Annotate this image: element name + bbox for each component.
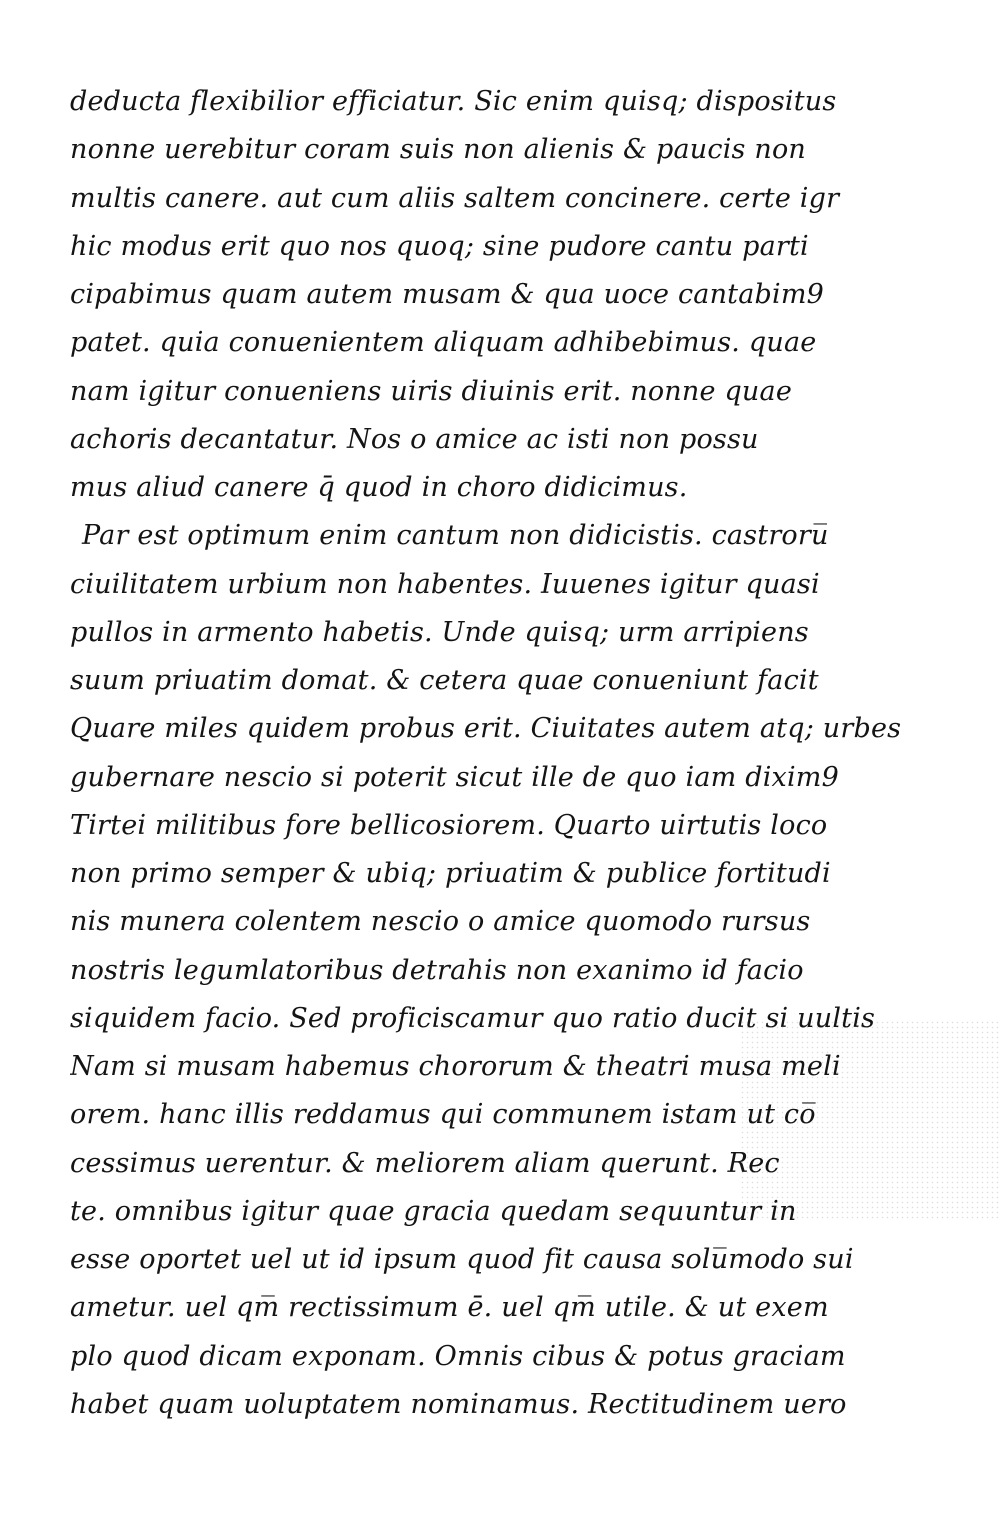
manuscript-line-19: nostris legumlatoribus detrahis non exanimo id facio xyxy=(70,954,804,986)
manuscript-line-2: nonne uerebitur coram suis non alienis & paucis non xyxy=(70,134,807,166)
manuscript-line-7: nam igitur conueniens uiris diuinis erit. nonne quae xyxy=(70,375,792,407)
manuscript-line-12: pullos in armento habetis. Unde quisq; urm arripiens xyxy=(70,616,809,648)
manuscript-line-10: Par est optimum enim cantum non didicistis. castroru̅ xyxy=(82,520,829,552)
manuscript-line-25: esse oportet uel ut id ipsum quod fit causa solu̅modo sui xyxy=(70,1244,854,1275)
manuscript-line-8: achoris decantatur. Nos o amice ac isti non possu xyxy=(70,423,759,455)
manuscript-line-13: suum priuatim domat. & cetera quae conueniunt facit xyxy=(70,665,819,696)
manuscript-line-18: nis munera colentem nescio o amice quomodo rursus xyxy=(70,906,811,938)
manuscript-line-23: cessimus uerentur. & meliorem aliam querunt. Rec xyxy=(70,1147,780,1179)
manuscript-line-24: te. omnibus igitur quae gracia quedam sequuntur in xyxy=(70,1195,797,1227)
manuscript-line-3: multis canere. aut cum aliis saltem concinere. certe igr xyxy=(70,182,840,214)
manuscript-line-6: patet. quia conuenientem aliquam adhibebimus. quae xyxy=(70,327,817,359)
manuscript-line-17: non primo semper & ubiq; priuatim & publice fortitudi xyxy=(70,858,831,889)
manuscript-line-4: hic modus erit quo nos quoq; sine pudore cantu parti xyxy=(70,230,809,262)
manuscript-line-14: Quare miles quidem probus erit. Ciuitates autem atq; urbes xyxy=(70,713,902,745)
manuscript-line-1: deducta flexibilior efficiatur. Sic enim quisq; dispositus xyxy=(70,86,837,117)
manuscript-line-26: ametur. uel qm̅ rectissimum ē. uel qm̅ utile. & ut exem xyxy=(70,1292,829,1324)
manuscript-line-11: ciuilitatem urbium non habentes. Iuuenes igitur quasi xyxy=(70,568,820,600)
manuscript-line-9: mus aliud canere q̄ quod in choro didicimus. xyxy=(70,472,688,503)
manuscript-text-block xyxy=(70,78,930,1429)
manuscript-line-15: gubernare nescio si poterit sicut ille de quo iam dixim9 xyxy=(70,761,839,793)
manuscript-line-27: plo quod dicam exponam. Omnis cibus & potus graciam xyxy=(70,1340,846,1372)
manuscript-line-22: orem. hanc illis reddamus qui communem istam ut co̅ xyxy=(70,1099,816,1131)
manuscript-line-5: cipabimus quam autem musam & qua uoce cantabim9 xyxy=(70,279,825,310)
manuscript-line-21: Nam si musam habemus chororum & theatri musa meli xyxy=(70,1051,841,1082)
manuscript-line-16: Tirtei militibus fore bellicosiorem. Quarto uirtutis loco xyxy=(70,809,828,841)
manuscript-line-20: siquidem facio. Sed proficiscamur quo ratio ducit si uultis xyxy=(70,1002,876,1034)
manuscript-line-28: habet quam uoluptatem nominamus. Rectitudinem uero xyxy=(70,1388,847,1420)
